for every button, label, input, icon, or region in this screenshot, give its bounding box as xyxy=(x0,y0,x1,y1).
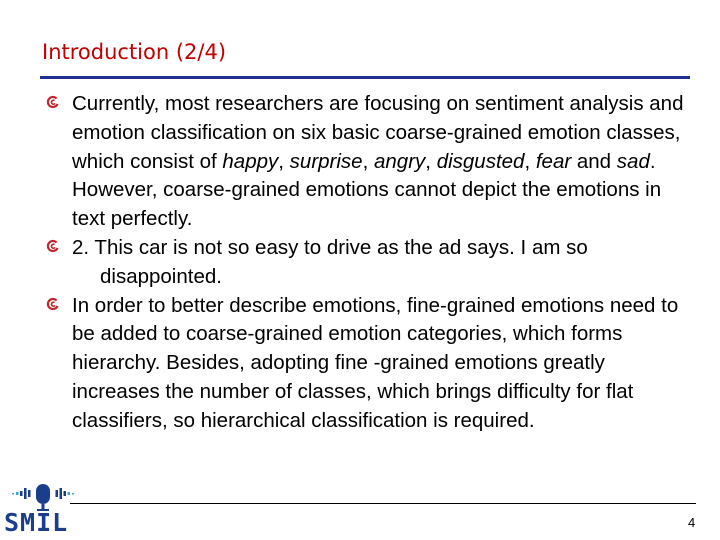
bullet-3-text: In order to better describe emotions, fine-grained emotions need to be added to coarse-grained emotion categories, which forms hierarchy. Besides, adopting fine -grained emotions greatly increases the number of classes, which brings difficulty for flat classifiers, so hierarchical classification is required. xyxy=(72,293,679,432)
bullet-2-line-2: disappointed. xyxy=(100,264,222,288)
footer-divider xyxy=(70,503,696,504)
bullet-swirl-icon xyxy=(46,239,60,253)
bullet-item-1 xyxy=(46,90,696,234)
slide-title: Introduction (2/4) xyxy=(42,40,227,64)
bullet-swirl-icon xyxy=(46,297,60,311)
page-number: 4 xyxy=(688,515,696,530)
bullet-1-text: Currently, most researchers are focusing on sentiment analysis and emotion classification on six basic coarse-grained emotion classes, which consist of happy, surprise, angry, disgusted, fear and sad. However, coarse-grained emotions cannot depict the emotions in text perfectly. xyxy=(72,92,684,231)
slide-content xyxy=(46,90,696,436)
bullet-2-line-1: 2. This car is not so easy to drive as the ad says. I am so xyxy=(72,235,588,259)
logo-text: SMIL xyxy=(4,508,69,537)
title-divider xyxy=(40,76,690,79)
bullet-item-2 xyxy=(46,234,696,292)
bullet-item-3 xyxy=(46,292,696,436)
bullet-swirl-icon xyxy=(46,95,60,109)
